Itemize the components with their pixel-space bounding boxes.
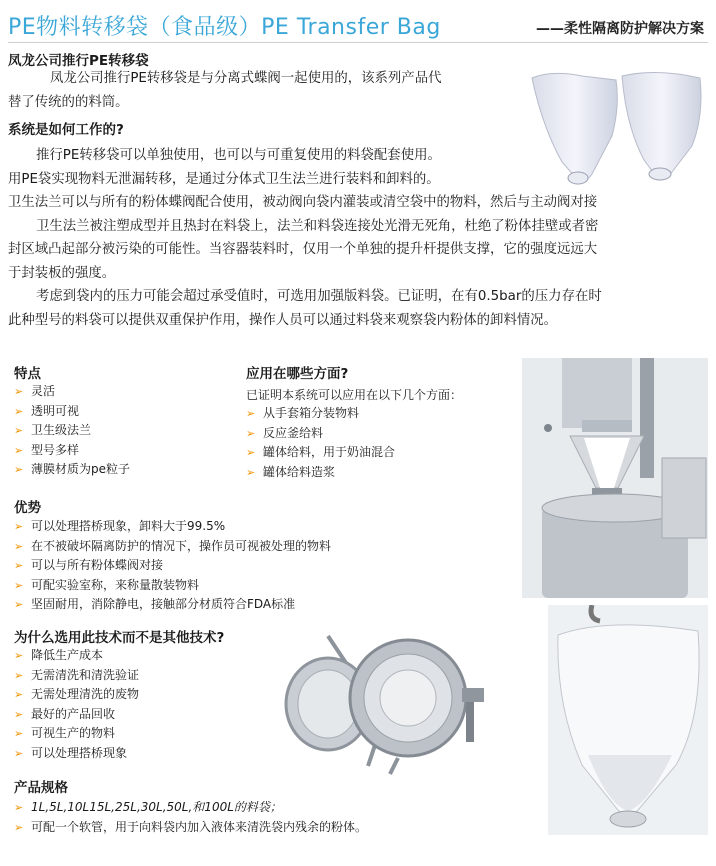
arrow-bullet-icon: ➢ [14, 746, 24, 760]
arrow-bullet-icon: ➢ [14, 539, 24, 553]
how-line: 卫生法兰可以与所有的粉体蝶阀配合使用，被动阀向袋内灌装或清空袋中的物料，然后与主动阀对接 [8, 195, 598, 210]
advantages-list [14, 517, 331, 615]
arrow-bullet-icon: ➢ [14, 520, 24, 533]
how-heading: 系统是如何工作的? [8, 122, 124, 138]
arrow-bullet-icon: ➢ [246, 426, 256, 440]
how-paragraph [8, 144, 602, 332]
list-item: ➢ 可配一个软管，用于向料袋内加入液体来清洗袋内残余的粉体。 [14, 818, 367, 838]
how-line: 于封装板的强度。 [8, 265, 116, 281]
list-item: ➢ 1L,5L,10L15L,25L,30L,50L,和100L的料袋； [14, 798, 367, 818]
how-line: 用PE袋实现物料无泄漏转移，是通过分体式卫生法兰进行装料和卸料的。 [8, 171, 440, 187]
page-subtitle: ——柔性隔离防护解决方案 [536, 21, 704, 37]
header-divider [8, 42, 708, 43]
why-heading: 为什么选用此技术而不是其他技术? [14, 630, 225, 646]
how-line: 封区域凸起部分被污染的可能性。当容器装料时，仅用一个单独的提升杆提供支撑，它的强度远远大 [8, 242, 598, 257]
list-item: ➢ 无需清洗和清洗验证 [14, 666, 139, 686]
arrow-bullet-icon: ➢ [14, 578, 24, 592]
list-item: ➢ 型号多样 [14, 441, 130, 461]
list-item: ➢ 在不被破坏隔离防护的情况下，操作员可视被处理的物料 [14, 537, 331, 557]
list-item: ➢ 可视生产的物料 [14, 724, 139, 744]
list-item: ➢ 罐体给料，用于奶油混合 [246, 443, 395, 463]
list-item: ➢ 卫生级法兰 [14, 421, 130, 441]
applications-list [246, 404, 395, 482]
arrow-bullet-icon: ➢ [14, 559, 24, 572]
list-item: ➢ 可以与所有粉体蝶阀对接 [14, 556, 331, 576]
arrow-bullet-icon: ➢ [14, 668, 24, 682]
arrow-bullet-icon: ➢ [14, 820, 24, 834]
split-valve-image [278, 626, 498, 776]
intro-line: 替了传统的的料筒。 [8, 94, 129, 110]
list-item: ➢ 反应釜给料 [246, 424, 395, 444]
list-item: ➢ 薄膜材质为pe粒子 [14, 460, 130, 480]
features-heading: 特点 [14, 366, 41, 382]
hanging-bag-image [548, 605, 708, 835]
arrow-bullet-icon: ➢ [14, 727, 24, 740]
arrow-bullet-icon: ➢ [246, 446, 256, 459]
applications-intro: 已证明本系统可以应用在以下几个方面： [246, 388, 463, 402]
arrow-bullet-icon: ➢ [246, 465, 256, 479]
list-item: ➢ 可以处理搭桥现象 [14, 744, 139, 764]
how-line: 卫生法兰被注塑成型并且热封在料袋上，法兰和料袋连接处光滑无死角，杜绝了粉体挂壁或者密 [36, 218, 599, 234]
how-line: 推行PE转移袋可以单独使用，也可以与可重复使用的料袋配套使用。 [36, 148, 441, 163]
arrow-bullet-icon: ➢ [14, 649, 24, 662]
list-item: ➢ 透明可视 [14, 402, 130, 422]
intro-line: 凤龙公司推行PE转移袋是与分离式蝶阀一起使用的，该系列产品代 [50, 71, 442, 86]
intro-paragraph [8, 67, 441, 114]
hopper-machine-image [522, 358, 708, 598]
arrow-bullet-icon: ➢ [14, 463, 24, 476]
arrow-bullet-icon: ➢ [14, 801, 24, 814]
arrow-bullet-icon: ➢ [14, 598, 24, 611]
list-item: ➢ 无需处理清洗的废物 [14, 685, 139, 705]
arrow-bullet-icon: ➢ [14, 385, 24, 398]
features-list [14, 382, 130, 480]
how-line: 考虑到袋内的压力可能会超过承受值时，可选用加强版料袋。已证明，在有0.5bar的压力存在时 [36, 289, 602, 304]
list-item: ➢ 坚固耐用，消除静电，接触部分材质符合FDA标准 [14, 595, 331, 615]
list-item: ➢ 从手套箱分装物料 [246, 404, 395, 424]
advantages-heading: 优势 [14, 500, 41, 516]
why-list [14, 646, 139, 763]
list-item: ➢ 罐体给料造浆 [246, 463, 395, 483]
intro-heading: 凤龙公司推行PE转移袋 [8, 53, 149, 69]
arrow-bullet-icon: ➢ [14, 443, 24, 457]
arrow-bullet-icon: ➢ [14, 707, 24, 721]
list-item: ➢ 降低生产成本 [14, 646, 139, 666]
specs-list [14, 798, 367, 837]
arrow-bullet-icon: ➢ [14, 404, 24, 418]
list-item: ➢ 可以处理搭桥现象，卸料大于99.5% [14, 517, 331, 537]
how-line: 此种型号的料袋可以提供双重保护作用，操作人员可以通过料袋来观察袋内粉体的卸料情况。 [8, 312, 558, 328]
list-item: ➢ 灵活 [14, 382, 130, 402]
arrow-bullet-icon: ➢ [14, 424, 24, 437]
list-item: ➢ 可配实验室称，来称量散装物料 [14, 576, 331, 596]
applications-heading: 应用在哪些方面? [246, 366, 349, 382]
list-item: ➢ 最好的产品回收 [14, 705, 139, 725]
specs-heading: 产品规格 [14, 780, 68, 796]
arrow-bullet-icon: ➢ [246, 407, 256, 420]
page-title: PE物料转移袋（食品级）PE Transfer Bag [8, 15, 441, 40]
arrow-bullet-icon: ➢ [14, 688, 24, 701]
